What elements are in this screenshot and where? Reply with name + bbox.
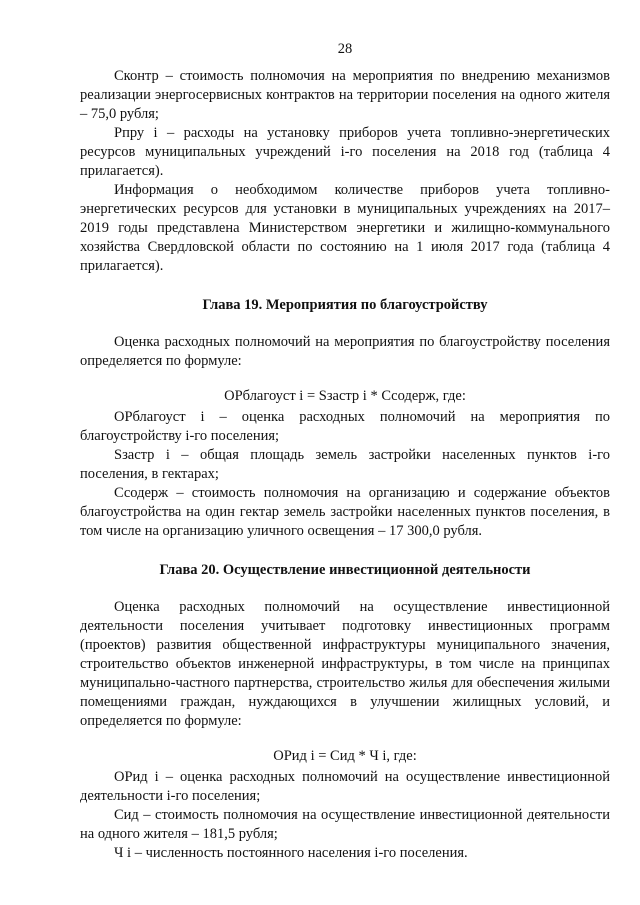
chapter-20-intro: Оценка расходных полномочий на осуществление инвестиционной деятельности поселения учитывает подготовку инвестиционных программ (проектов) развития общественной инфраструктуры муниципального значения, строительство объектов инженерной инфраструктуры, в том числе на принципах муниципально-частного партнерства, строительство жилья для обеспечения жилыми помещениями граждан, нуждающихся в улучшении жилищных условий, и определяется по формуле: xyxy=(80,599,610,729)
chapter-20-definition: ОРид i – оценка расходных полномочий на осуществление инвестиционной деятельности i-го поселения; xyxy=(80,769,610,804)
chapter-19-intro: Оценка расходных полномочий на мероприятия по благоустройству поселения определяется по формуле: xyxy=(80,334,610,369)
chapter-19-heading: Глава 19. Мероприятия по благоустройству xyxy=(202,297,488,313)
chapter-20-definition: Ч i – численность постоянного населения i-го поселения. xyxy=(114,845,468,861)
chapter-19-definition: Sзастр i – общая площадь земель застройки населенных пунктов i-го поселения, в гектарах; xyxy=(80,447,610,482)
chapter-20-heading: Глава 20. Осуществление инвестиционной деятельности xyxy=(159,562,531,578)
page-number: 28 xyxy=(337,41,353,57)
paragraph-skontr: Сконтр – стоимость полномочия на мероприятия по внедрению механизмов реализации энергосервисных контрактов на территории поселения на одного жителя – 75,0 рубля; xyxy=(80,68,610,122)
chapter-20-definition: Сид – стоимость полномочия на осуществление инвестиционной деятельности на одного жителя – 181,5 рубля; xyxy=(80,807,610,842)
chapter-19-formula: ОРблагоуст i = Sзастр i * Ссодерж, где: xyxy=(224,388,466,404)
chapter-19-definition: Ссодерж – стоимость полномочия на организацию и содержание объектов благоустройства на один гектар земель застройки населенных пунктов поселения, в том числе на организацию уличного освещения – 17 300,0 рубля. xyxy=(80,485,610,539)
chapter-20-formula: ОРид i = Сид * Ч i, где: xyxy=(273,748,417,764)
chapter-19-definition: ОРблагоуст i – оценка расходных полномочий на мероприятия по благоустройству i-го поселения; xyxy=(80,409,610,444)
paragraph-info: Информация о необходимом количестве приборов учета топливно-энергетических ресурсов для установки в муниципальных учреждениях на 2017–2019 годы представлена Министерством энергетики и жилищно-коммунального хозяйства Свердловской области по состоянию на 1 июля 2017 года (таблица 4 прилагается). xyxy=(80,182,610,274)
paragraph-rpru: Рпру i – расходы на установку приборов учета топливно-энергетических ресурсов муниципальных учреждений i-го поселения на 2018 год (таблица 4 прилагается). xyxy=(80,125,610,179)
